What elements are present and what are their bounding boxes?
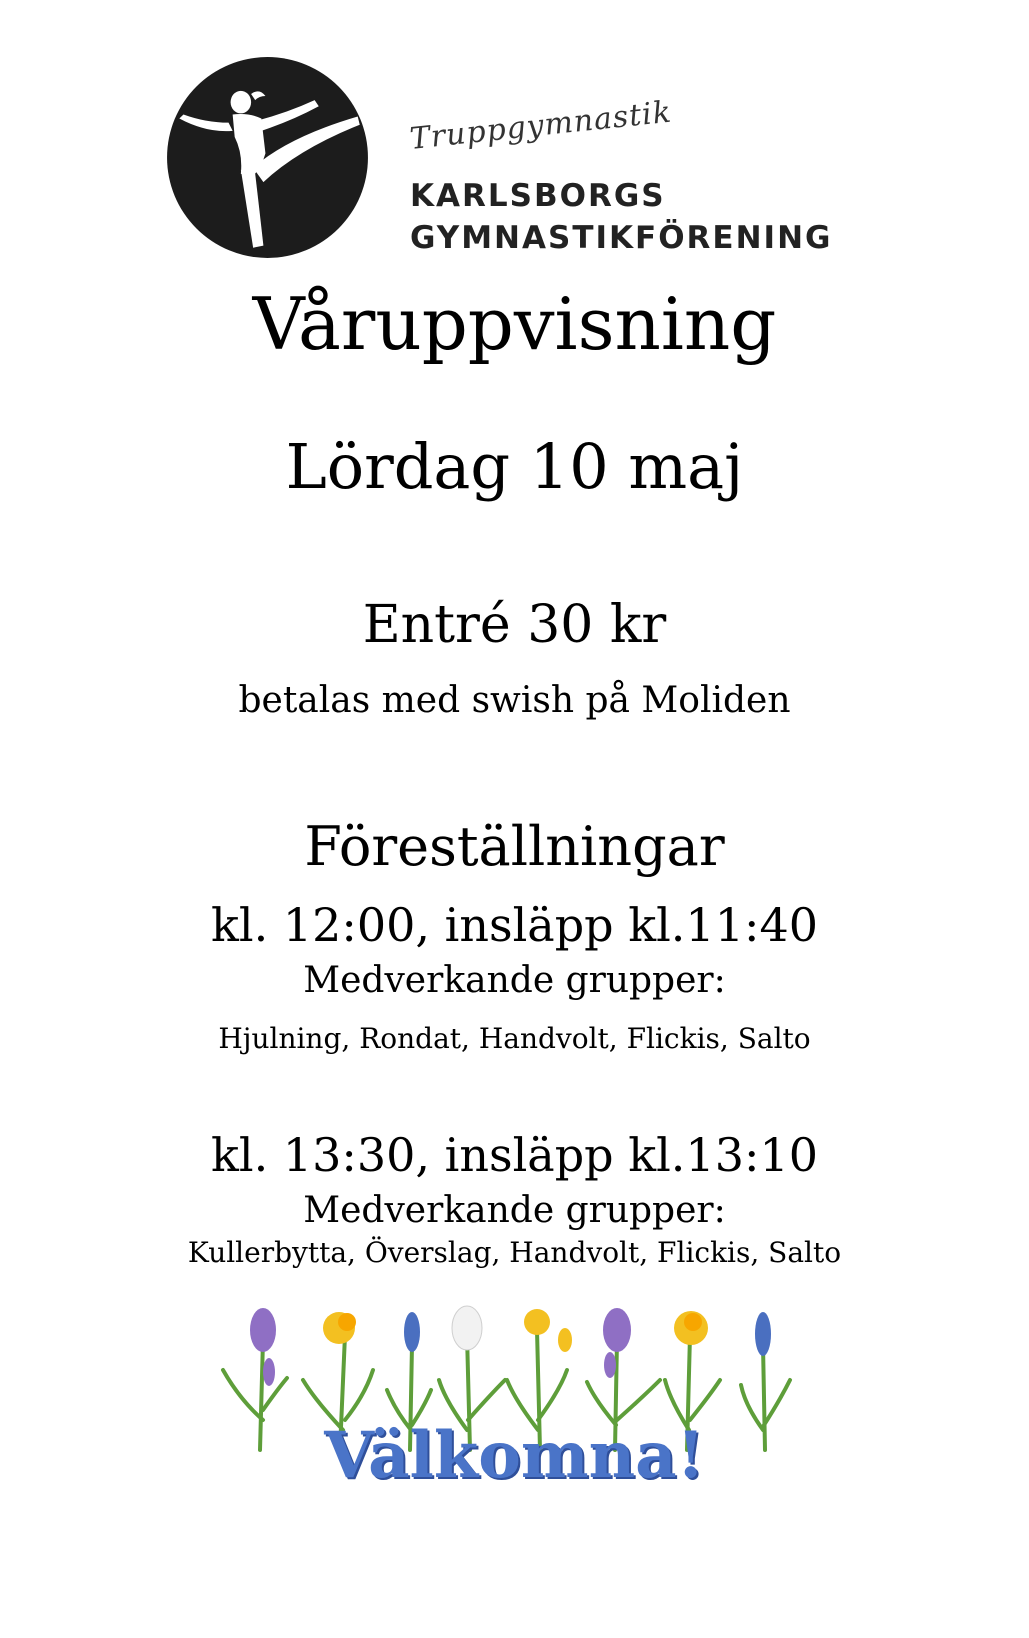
performance-2-groups-label: Medverkande grupper:	[303, 1190, 726, 1231]
logo-script-text: Truppgymnastik	[408, 94, 674, 157]
welcome-text: Välkomna!	[324, 1418, 705, 1493]
event-date: Lördag 10 maj	[285, 430, 744, 503]
entry-fee: Entré 30 kr	[362, 595, 667, 655]
performance-1-groups: Hjulning, Rondat, Handvolt, Flickis, Salto	[218, 1022, 811, 1055]
gymnast-silhouette-icon	[165, 55, 370, 260]
logo-name-line2: GYMNASTIKFÖRENING	[410, 220, 833, 256]
club-logo	[165, 50, 845, 260]
event-title: Våruppvisning	[252, 282, 777, 366]
performance-2-groups: Kullerbytta, Överslag, Handvolt, Flickis, Salto	[187, 1236, 842, 1269]
performances-heading: Föreställningar	[304, 815, 725, 878]
performance-1-groups-label: Medverkande grupper:	[303, 960, 726, 1001]
payment-info: betalas med swish på Moliden	[238, 680, 791, 721]
performance-2-time: kl. 13:30, insläpp kl.13:10	[210, 1128, 818, 1182]
logo-name-line1: KARLSBORGS	[410, 178, 666, 214]
performance-1-time: kl. 12:00, insläpp kl.11:40	[210, 898, 818, 952]
